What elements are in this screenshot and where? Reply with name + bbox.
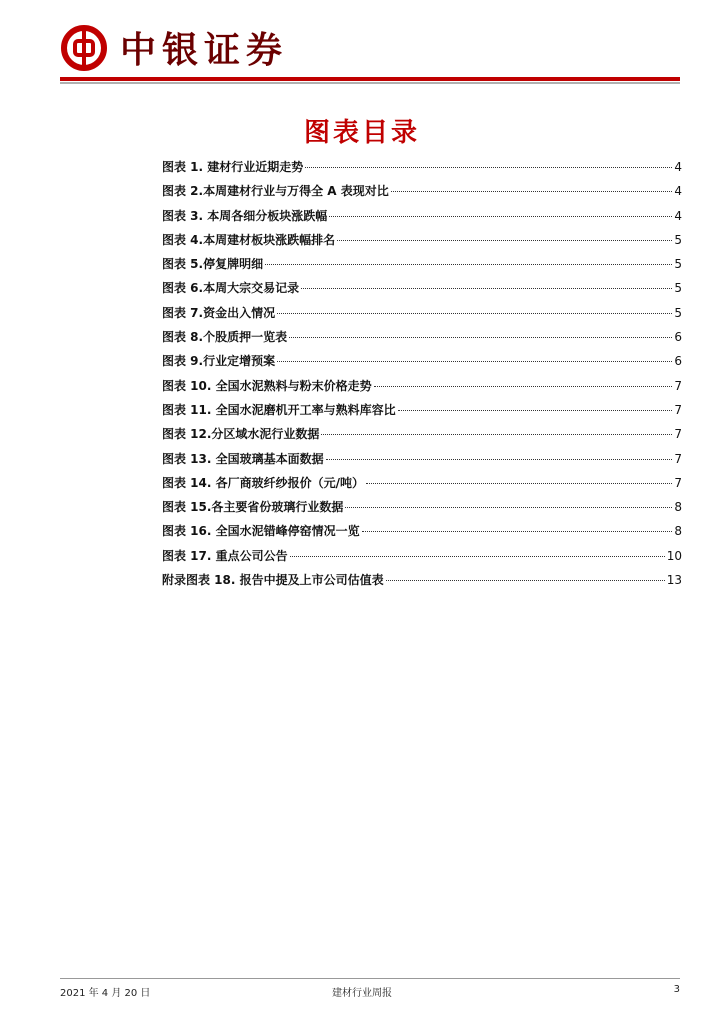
toc-leader-dots: [277, 360, 672, 362]
toc-entry-page-number[interactable]: 7: [674, 378, 682, 393]
toc-entry[interactable]: [162, 207, 682, 231]
toc-entry-page-number[interactable]: 4: [674, 208, 682, 223]
toc-entry[interactable]: [162, 401, 682, 425]
toc-leader-dots: [362, 530, 673, 532]
header-rule: [60, 77, 680, 81]
toc-entry-label[interactable]: 图表 12.分区域水泥行业数据: [162, 427, 320, 442]
footer-rule: [60, 978, 680, 979]
toc-entry-label[interactable]: 附录图表 18. 报告中提及上市公司估值表: [162, 573, 384, 588]
toc-entry[interactable]: [162, 158, 682, 182]
toc-entry-page-number[interactable]: 5: [674, 257, 682, 272]
toc-entry[interactable]: [162, 255, 682, 279]
toc-entry-label[interactable]: 图表 1. 建材行业近期走势: [162, 160, 304, 174]
toc-entry[interactable]: [162, 182, 682, 206]
toc-leader-dots: [290, 555, 665, 557]
toc-leader-dots: [329, 215, 672, 217]
toc-entry-label[interactable]: 图表 7.资金出入情况: [162, 305, 276, 320]
toc-entry-label[interactable]: 图表 17. 重点公司公告: [162, 548, 288, 563]
toc-entry[interactable]: [162, 231, 682, 255]
toc-leader-dots: [386, 579, 665, 581]
toc-entry-page-number[interactable]: 6: [674, 330, 682, 345]
toc-entry-label[interactable]: 图表 16. 全国水泥错峰停窑情况一览: [162, 524, 360, 539]
toc-entry[interactable]: [162, 279, 682, 303]
toc-entry-page-number[interactable]: 8: [674, 500, 682, 515]
toc-entry[interactable]: [162, 328, 682, 352]
toc-entry[interactable]: [162, 450, 682, 474]
toc-leader-dots: [277, 312, 672, 314]
toc-entry-page-number[interactable]: 4: [674, 184, 682, 199]
toc-entry-page-number[interactable]: 10: [666, 548, 682, 563]
toc-entry[interactable]: [162, 571, 682, 595]
toc-leader-dots: [374, 385, 673, 387]
toc-entry[interactable]: [162, 474, 682, 498]
toc-entry-label[interactable]: 图表 13. 全国玻璃基本面数据: [162, 451, 324, 466]
toc-leader-dots: [398, 409, 673, 411]
toc-leader-dots: [321, 433, 672, 435]
toc-entry-page-number[interactable]: 7: [674, 451, 682, 466]
toc-entry-label[interactable]: 图表 8.个股质押一览表: [162, 330, 288, 345]
toc-entry[interactable]: [162, 425, 682, 449]
toc-entry-page-number[interactable]: 6: [674, 354, 682, 369]
toc-entry-label[interactable]: 图表 9.行业定增预案: [162, 354, 276, 369]
toc-entry-label[interactable]: 图表 10. 全国水泥熟料与粉末价格走势: [162, 378, 372, 393]
footer-report-type: 建材行业周报: [332, 988, 392, 999]
toc-entry-label[interactable]: 图表 6.本周大宗交易记录: [162, 281, 300, 296]
brand-name: 中银证券: [120, 29, 289, 71]
toc-entry[interactable]: [162, 547, 682, 571]
table-of-figures: [162, 158, 682, 595]
toc-leader-dots: [305, 166, 672, 168]
toc-leader-dots: [301, 287, 672, 289]
toc-entry[interactable]: [162, 352, 682, 376]
toc-leader-dots: [326, 458, 673, 460]
page-header: [60, 24, 680, 74]
toc-entry-label[interactable]: 图表 2.本周建材行业与万得全 A 表现对比: [162, 184, 389, 199]
toc-leader-dots: [366, 482, 672, 484]
toc-leader-dots: [289, 336, 672, 338]
page-title: 图表目录: [303, 118, 420, 148]
toc-entry-page-number[interactable]: 13: [666, 573, 682, 588]
header-rule-secondary: [60, 82, 680, 84]
toc-leader-dots: [345, 506, 672, 508]
toc-entry-page-number[interactable]: 8: [674, 524, 682, 539]
toc-leader-dots: [337, 239, 672, 241]
toc-entry-label[interactable]: 图表 4.本周建材板块涨跌幅排名: [162, 232, 336, 247]
toc-entry-label[interactable]: 图表 11. 全国水泥磨机开工率与熟料库容比: [162, 402, 396, 417]
bank-of-china-logo-icon: [60, 24, 108, 72]
toc-entry-page-number[interactable]: 7: [674, 427, 682, 442]
toc-entry-label[interactable]: 图表 15.各主要省份玻璃行业数据: [162, 500, 344, 515]
toc-entry-page-number[interactable]: 5: [674, 232, 682, 247]
toc-entry-page-number[interactable]: 5: [674, 281, 682, 296]
toc-entry-label[interactable]: 图表 5.停复牌明细: [162, 257, 264, 272]
toc-entry[interactable]: [162, 522, 682, 546]
toc-entry[interactable]: [162, 304, 682, 328]
toc-entry-label[interactable]: 图表 3. 本周各细分板块涨跌幅: [162, 208, 328, 223]
toc-entry-page-number[interactable]: 5: [674, 305, 682, 320]
footer-page-number: 3: [673, 984, 680, 995]
toc-entry[interactable]: [162, 377, 682, 401]
toc-leader-dots: [265, 263, 672, 265]
toc-entry-page-number[interactable]: 7: [674, 402, 682, 417]
toc-entry-page-number[interactable]: 7: [674, 475, 682, 490]
toc-entry-page-number[interactable]: 4: [674, 160, 682, 174]
toc-leader-dots: [391, 190, 673, 192]
footer-date: 2021 年 4 月 20 日: [60, 988, 151, 999]
toc-entry-label[interactable]: 图表 14. 各厂商玻纤纱报价（元/吨）: [162, 475, 364, 490]
toc-entry[interactable]: [162, 498, 682, 522]
